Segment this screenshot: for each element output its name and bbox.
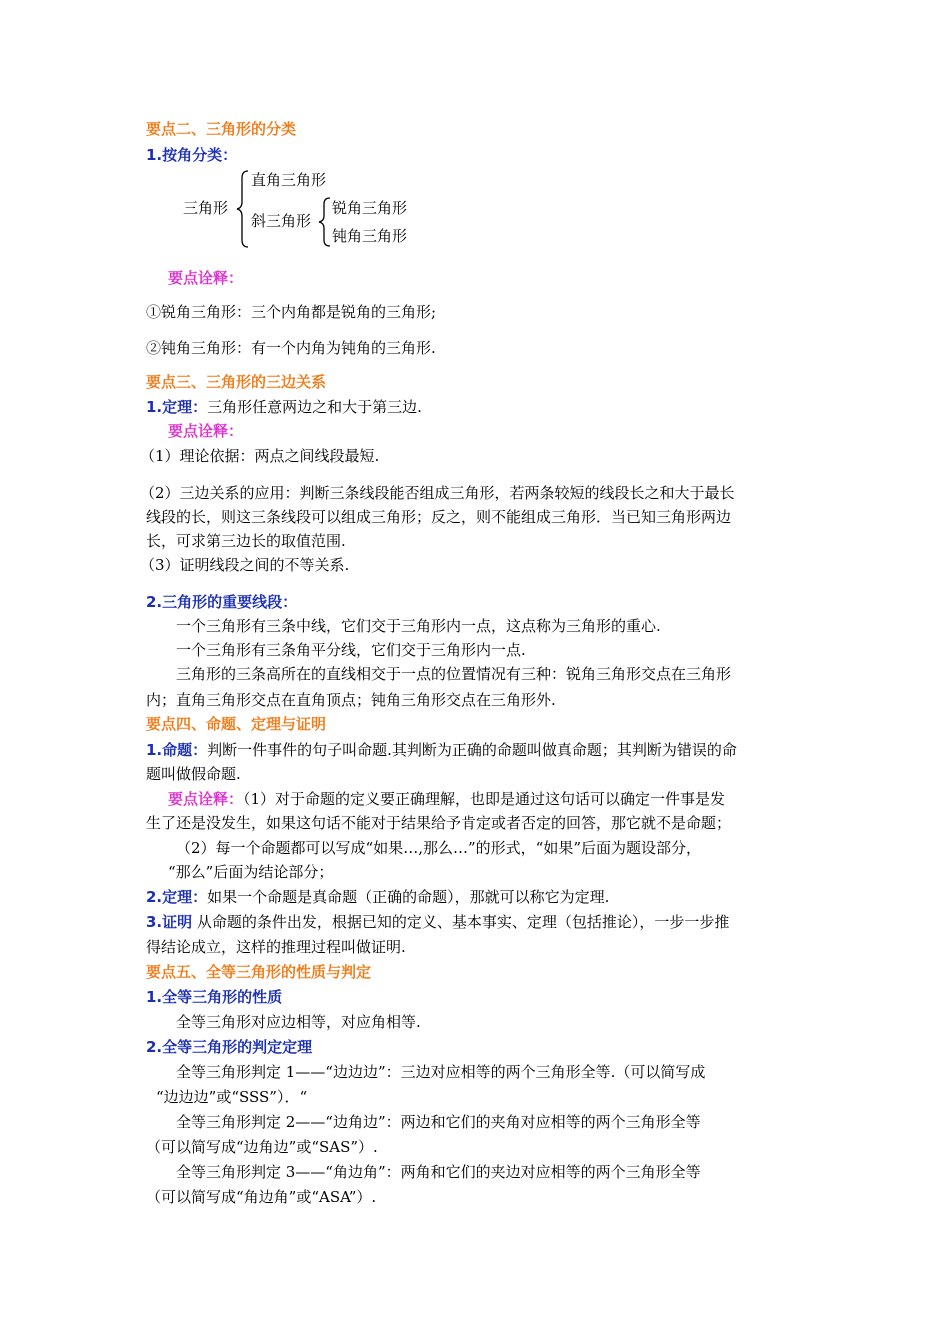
subheading: 1.按角分类： bbox=[146, 146, 238, 164]
right-brace-icon bbox=[318, 197, 332, 247]
paragraph: 全等三角形判定 1——“边边边”：三边对应相等的两个三角形全等.（可以简写成 bbox=[176, 1063, 706, 1081]
section-heading: 要点四、命题、定理与证明 bbox=[146, 715, 327, 733]
proof-label: 3.证明 bbox=[146, 913, 193, 931]
theorem-label: 2.定理： bbox=[146, 888, 208, 906]
paragraph: （可以简写成“角边角”或“ASA”）. bbox=[146, 1188, 377, 1206]
proof-line bbox=[146, 910, 729, 934]
paragraph: “那么”后面为结论部分； bbox=[168, 863, 334, 881]
note-label: 要点诠释： bbox=[168, 422, 244, 440]
paragraph: 全等三角形对应边相等，对应角相等. bbox=[176, 1013, 421, 1031]
paragraph: 一个三角形有三条角平分线，它们交于三角形内一点. bbox=[176, 641, 526, 659]
tree-obtuse: 钝角三角形 bbox=[332, 227, 408, 245]
proposition-label: 1.命题： bbox=[146, 741, 208, 759]
paragraph: 生了还是没发生，如果这句话不能对于结果给予肯定或者否定的回答，那它就不是命题； bbox=[146, 814, 732, 832]
section-heading: 要点二、三角形的分类 bbox=[146, 120, 297, 138]
paragraph: “边边边”或“SSS”）．“ bbox=[156, 1088, 308, 1106]
subheading: 2.全等三角形的判定定理 bbox=[146, 1038, 313, 1056]
note-text: （1）对于命题的定义要正确理解，也即是通过这句话可以确定一件事是发 bbox=[243, 790, 726, 808]
paragraph: 长，可求第三边长的取值范围. bbox=[146, 532, 346, 550]
tree-root: 三角形 bbox=[183, 199, 229, 217]
note-line bbox=[168, 787, 725, 811]
theorem-line bbox=[146, 885, 609, 909]
proof-text: 从命题的条件出发，根据已知的定义、基本事实、定理（包括推论），一步一步推 bbox=[192, 913, 730, 931]
subheading: 1.全等三角形的性质 bbox=[146, 988, 283, 1006]
tree-right: 直角三角形 bbox=[251, 171, 327, 189]
paragraph: 一个三角形有三条中线，它们交于三角形内一点，这点称为三角形的重心. bbox=[176, 617, 661, 635]
paragraph: ②钝角三角形：有一个内角为钝角的三角形. bbox=[146, 339, 436, 357]
paragraph: 全等三角形判定 2——“边角边”：两边和它们的夹角对应相等的两个三角形全等 bbox=[176, 1113, 701, 1131]
section-heading: 要点五、全等三角形的性质与判定 bbox=[146, 963, 372, 981]
paragraph: （可以简写成“边角边”或“SAS”）. bbox=[146, 1138, 378, 1156]
tree-acute: 锐角三角形 bbox=[332, 199, 408, 217]
paragraph: （2）每一个命题都可以写成“如果…,那么…”的形式，“如果”后面为题设部分， bbox=[176, 839, 701, 857]
definition-line bbox=[146, 738, 737, 762]
paragraph: 得结论成立，这样的推理过程叫做证明. bbox=[146, 938, 406, 956]
tree-oblique: 斜三角形 bbox=[251, 212, 312, 230]
paragraph: ①锐角三角形：三个内角都是锐角的三角形; bbox=[146, 303, 437, 321]
paragraph: （1）理论依据：两点之间线段最短. bbox=[140, 447, 380, 465]
paragraph: 内；直角三角形交点在直角顶点；钝角三角形交点在三角形外. bbox=[146, 691, 556, 709]
theorem-text: 三角形任意两边之和大于第三边. bbox=[207, 398, 422, 416]
proposition-text: 判断一件事件的句子叫命题.其判断为正确的命题叫做真命题；其判断为错误的命 bbox=[207, 741, 737, 759]
paragraph: 题叫做假命题. bbox=[146, 765, 241, 783]
paragraph: 三角形的三条高所在的直线相交于一点的位置情况有三种：锐角三角形交点在三角形 bbox=[176, 665, 732, 683]
section-heading: 要点三、三角形的三边关系 bbox=[146, 373, 327, 391]
theorem-text: 如果一个命题是真命题（正确的命题），那就可以称它为定理. bbox=[207, 888, 610, 906]
paragraph: （3）证明线段之间的不等关系. bbox=[140, 556, 350, 574]
paragraph: （2）三边关系的应用：判断三条线段能否组成三角形，若两条较短的线段长之和大于最长 bbox=[140, 484, 735, 502]
left-brace-icon bbox=[236, 170, 250, 248]
note-label: 要点诠释： bbox=[168, 269, 244, 287]
paragraph: 全等三角形判定 3——“角边角”：两角和它们的夹边对应相等的两个三角形全等 bbox=[176, 1163, 701, 1181]
theorem-line bbox=[146, 395, 422, 419]
note-label: 要点诠释： bbox=[168, 790, 244, 808]
paragraph: 线段的长，则这三条线段可以组成三角形；反之，则不能组成三角形．当已知三角形两边 bbox=[146, 508, 732, 526]
theorem-label: 1.定理： bbox=[146, 398, 208, 416]
subheading: 2.三角形的重要线段： bbox=[146, 593, 298, 611]
